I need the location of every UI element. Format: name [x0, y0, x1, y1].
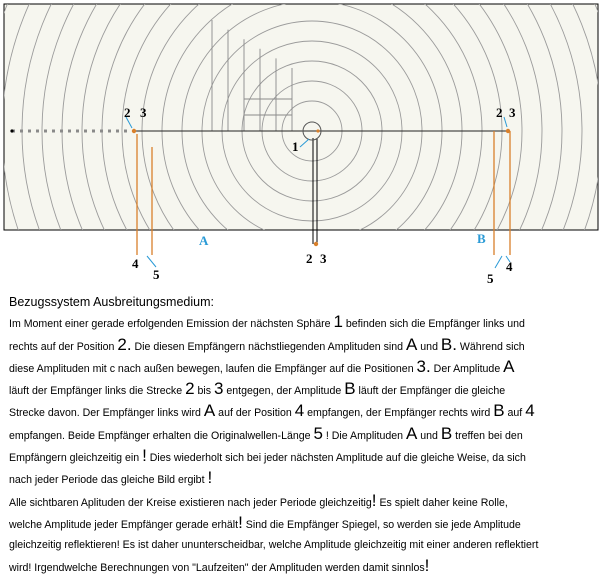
text-segment: treffen bei den: [452, 429, 523, 442]
label-left-top-2: 2: [124, 105, 131, 120]
label-left-5: 5: [153, 267, 160, 282]
explanation-line: [9, 535, 597, 555]
highlight-symbol: B: [344, 379, 356, 399]
text-segment: empfangen, der Empfänger rechts wird: [304, 407, 494, 420]
text-segment: Während sich: [456, 340, 525, 353]
highlight-symbol: 1: [333, 312, 343, 332]
bottom-receiver-dot: [314, 242, 318, 246]
text-segment: auf der Position: [215, 407, 295, 420]
explanation-line: [9, 468, 597, 490]
explanation-line: [9, 379, 597, 401]
explanation-line: [9, 357, 597, 379]
text-segment: Dies wiederholt sich bei jeder nächsten Amplitude auf die gleiche Weise, da sich: [146, 452, 526, 465]
label-center-1: 1: [292, 139, 299, 154]
explanation-line: [9, 401, 597, 423]
explanation-lines: [9, 312, 597, 578]
highlight-symbol: 4: [294, 401, 305, 421]
text-segment: und: [417, 340, 441, 353]
text-segment: Strecke davon. Der Empfänger links wird: [9, 407, 204, 420]
highlight-symbol: A: [203, 401, 216, 421]
highlight-symbol: A: [405, 423, 418, 443]
explanation-line: [9, 335, 597, 357]
label-left-4: 4: [132, 256, 139, 271]
text-segment: entgegen, der Amplitude: [223, 385, 345, 398]
highlight-symbol: 2: [185, 379, 195, 399]
text-segment: Die diesen Empfängern nächstliegenden Amplituden sind: [131, 340, 406, 353]
text-segment: befinden sich die Empfänger links und: [342, 318, 525, 331]
highlight-symbol: B: [493, 401, 505, 421]
explanation-line: [9, 312, 597, 334]
explanation-text: [9, 292, 597, 578]
text-segment: empfangen. Beide Empfänger erhalten die Originalwellen-Länge: [9, 429, 314, 442]
text-segment: auf: [504, 407, 526, 420]
text-segment: bis: [194, 385, 214, 398]
label-bottom-2: 2: [306, 251, 313, 266]
right-pointer-5: [495, 256, 502, 268]
explanation-line: [9, 446, 597, 468]
highlight-symbol: !: [238, 512, 243, 532]
highlight-symbol: B: [440, 423, 453, 443]
text-segment: ! Die Amplituden: [322, 429, 406, 442]
left-pointer-5: [147, 256, 156, 267]
explanation-line: [9, 424, 597, 446]
highlight-symbol: A: [406, 334, 418, 354]
text-segment: welche Amplitude jeder Empfänger gerade erhält: [9, 518, 239, 531]
text-segment: Der Amplitude: [430, 362, 504, 375]
highlight-symbol: 5: [313, 423, 323, 443]
highlight-symbol: 3.: [416, 356, 431, 376]
highlight-symbol: !: [424, 555, 430, 575]
highlight-symbol: B.: [440, 334, 457, 354]
highlight-symbol: !: [371, 490, 377, 510]
highlight-symbol: !: [207, 468, 213, 488]
label-right-5: 5: [487, 271, 494, 286]
label-bottom-3: 3: [320, 251, 327, 266]
label-left-top-3: 3: [140, 105, 147, 120]
text-segment: diese Amplituden mit c nach außen bewegen, laufen die Empfänger auf die Positionen: [9, 362, 417, 375]
highlight-symbol: 3: [213, 379, 224, 399]
label-B: B: [477, 231, 486, 246]
text-segment: Sind die Empfänger Spiegel, so werden sie jede Amplitude: [242, 518, 521, 531]
text-segment: läuft der Empfänger links die Strecke: [9, 385, 186, 398]
label-right-top-3: 3: [509, 105, 516, 120]
highlight-symbol: A: [503, 356, 515, 376]
source-dot: [316, 129, 319, 132]
text-segment: Es spielt daher keine Rolle,: [376, 496, 508, 509]
explanation-line: [9, 491, 597, 513]
highlight-symbol: 4: [525, 401, 535, 421]
explanation-heading: Bezugssystem Ausbreitungsmedium:: [9, 295, 214, 309]
text-segment: Alle sichtbaren Aplituden der Kreise existieren nach jeder Periode gleichzeitig: [9, 496, 372, 509]
text-segment: und: [417, 429, 441, 442]
text-segment: Empfängern gleichzeitig ein: [9, 452, 143, 465]
label-right-top-2: 2: [496, 105, 503, 120]
explanation-line: [9, 513, 597, 535]
highlight-symbol: !: [142, 446, 147, 466]
highlight-symbol: 2.: [117, 334, 132, 354]
text-segment: läuft der Empfänger die gleiche: [355, 385, 506, 398]
explanation-line: [9, 556, 597, 578]
left-receiver-dot: [132, 129, 136, 133]
text-segment: gleichzeitig reflektieren! Es ist daher ununterscheidbar, welche Amplitude gleichzeitig mit einer anderen reflektiert: [9, 539, 539, 552]
text-segment: wird! Irgendwelche Berechnungen von "Laufzeiten" der Amplituden werden damit sinnlos: [9, 561, 425, 574]
text-segment: Im Moment einer gerade erfolgenden Emission der nächsten Sphäre: [9, 318, 334, 331]
label-right-4: 4: [506, 259, 513, 274]
text-segment: rechts auf der Position: [9, 340, 118, 353]
axis-start-dot: [10, 129, 13, 132]
label-A: A: [199, 233, 209, 248]
text-segment: nach jeder Periode das gleiche Bild ergibt: [9, 474, 208, 487]
